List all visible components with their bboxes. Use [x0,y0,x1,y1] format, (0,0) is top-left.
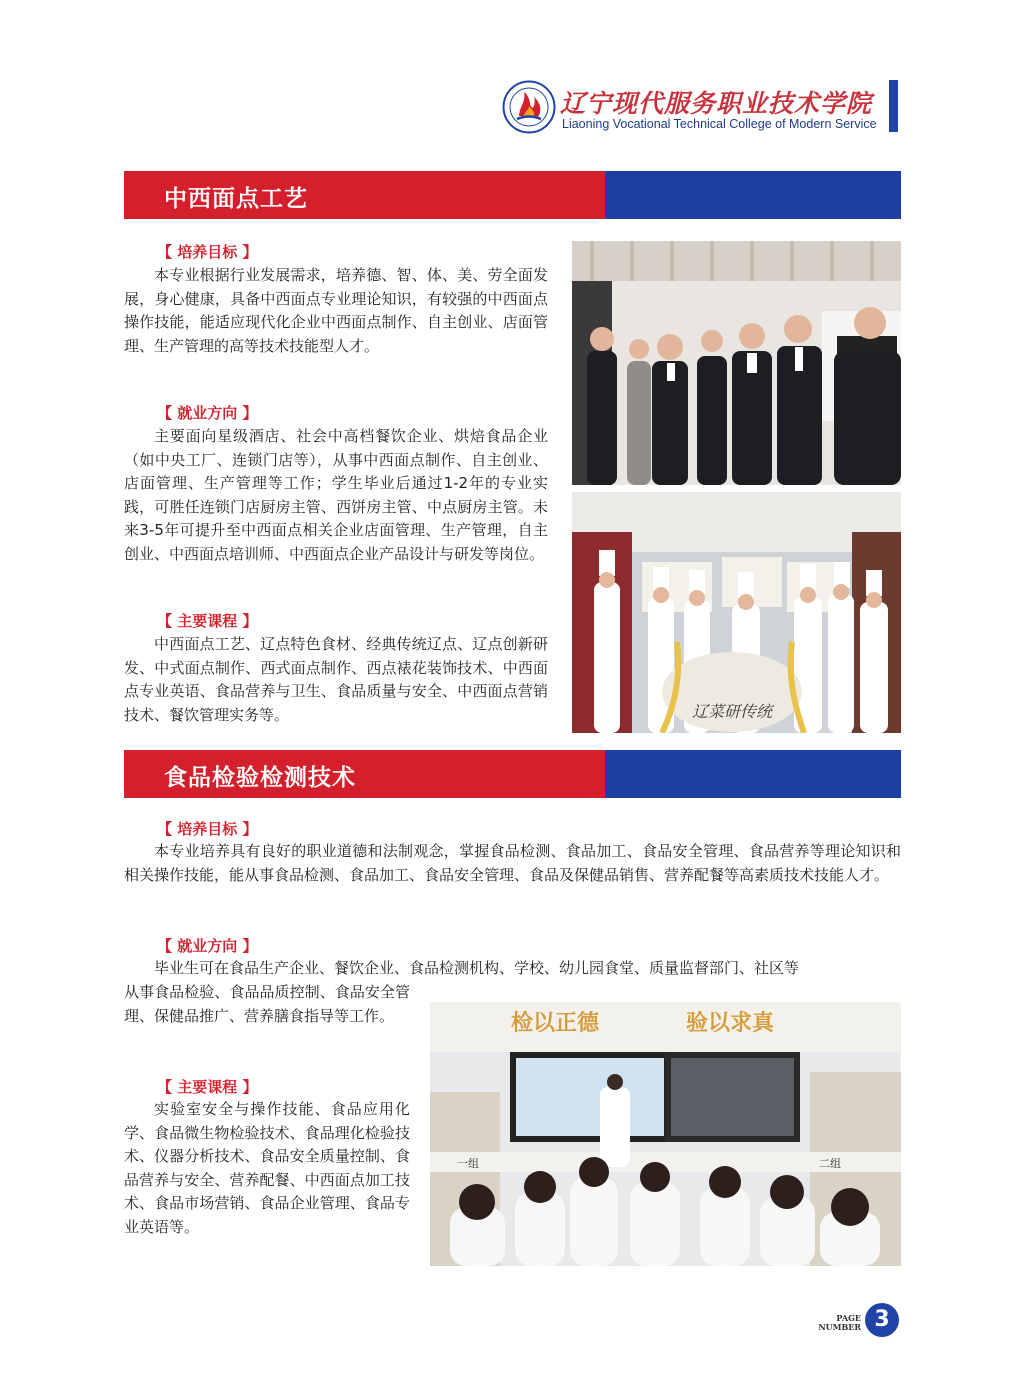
lab-slogan-left: 检以正德 [510,1011,600,1036]
career-text-rest: 从事食品检验、食品品质控制、食品安全管理、保健品推广、营养膳食指导等工作。 [124,983,410,1025]
section-banner-food-testing [124,750,901,798]
booth-sign-text: 辽菜研传统 [691,702,773,721]
goal-heading: 【 培养目标 】 [157,243,258,261]
career-heading: 【 就业方向 】 [157,937,258,955]
career-text: 主要面向星级酒店、社会中高档餐饮企业、烘焙食品企业（如中央工厂、连锁门店等），从事中西面点制作、自主创业、店面管理、生产管理等工作；学生毕业后通过1-2年的专业实践，可胜任连锁门店厨房主管、西饼房主管、中点厨房主管。未来3-5年可提升至中西面点相关企业店面管理、生产管理，自主创业、中西面点培训师、中西面点企业产品设计与研发等岗位。 [124,427,548,563]
goal-heading: 【 培养目标 】 [157,820,258,838]
page-number-label: PAGE NUMBER [818,1313,861,1332]
course-text: 中西面点工艺、辽点特色食材、经典传统辽点、辽点创新研发、中式面点制作、西式面点制作、西点裱花装饰技术、中西面点专业英语、食品营养与卫生、食品质量与安全、中西面点营销技术、餐饮管理实务等。 [124,635,548,724]
college-logo [502,80,882,136]
lab-table-sign-1: 一组 [457,1157,479,1170]
photo-leaders-visit [572,241,901,485]
goal-text: 本专业根据行业发展需求，培养德、智、体、美、劳全面发展，身心健康，具备中西面点专业理论知识，有较强的中西面点操作技能，能适应现代化企业中西面点制作、自主创业、店面管理、生产管理的高等技术技能型人才。 [124,266,548,355]
header-accent-bar [889,80,898,132]
section-title: 中西面点工艺 [164,186,308,212]
course-heading: 【 主要课程 】 [157,612,258,630]
section-title: 食品检验检测技术 [164,765,356,791]
course-heading: 【 主要课程 】 [157,1078,258,1096]
banner-blue-block [605,750,901,798]
course-text: 实验室安全与操作技能、食品应用化学、食品微生物检验技术、食品理化检验技术、仪器分析技术、食品安全质量控制、食品营养与安全、营养配餐、中西面点加工技术、食品市场营销、食品企业管理、食品专业英语等。 [124,1100,410,1236]
page-number-badge: 3 [865,1303,899,1337]
banner-blue-block [605,171,901,219]
goal-text: 本专业培养具有良好的职业道德和法制观念，掌握食品检测、食品加工、食品安全管理、食品营养等理论知识和相关操作技能，能从事食品检测、食品加工、食品安全管理、食品及保健品销售、营养配餐等高素质技术技能人才。 [124,842,901,884]
lab-slogan-right: 验以求真 [685,1011,775,1036]
photo-chefs-booth [572,492,901,733]
lab-table-sign-2: 二组 [819,1157,841,1170]
career-heading: 【 就业方向 】 [157,404,258,422]
college-seal-icon [502,80,556,134]
college-name-cn: 辽宁现代服务职业技术学院 [560,89,873,118]
section-banner-pastry [124,171,901,219]
photo-lab-classroom [430,1002,901,1266]
career-text-line: 毕业生可在食品生产企业、餐饮企业、食品检测机构、学校、幼儿园食堂、质量监督部门、社区等 [154,959,800,977]
college-name-en: Liaoning Vocational Technical College of Modern Service [562,117,877,131]
